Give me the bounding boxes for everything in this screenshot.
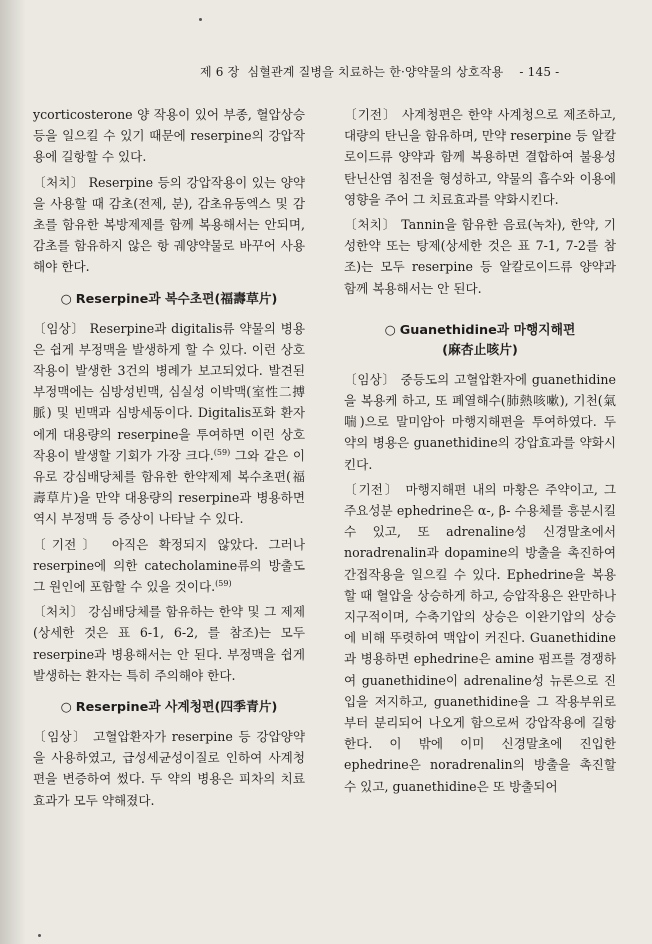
citation-ref: (59) [213,447,231,457]
circle-bullet-icon: ○ [60,700,72,716]
paragraph: 〔기전〕 마행지해편 내의 마황은 주약이고, 그 주요성분 ephedrine은 α-, β- 수용체를 흥분시킬 수 있고, 또 adrenaline성 신경말초에서 noradrenalin과 dopamine의 방출을 촉진하여 간접작용을 일으킬 수 있다. Ephedrine을 복용할 때 혈압을 상승하게 하고, 승압작용은 완만하나 지구적이며, 수축기압의 상승은 이완기압의 상승에 비해 뚜렷하여 맥압이 커진다. Guanethidine과 병용하면 ephedrine은 amine 펌프를 경쟁하여 guanethidine이 adrenaline성 뉴론으로 진입을 저지하고, guanethidine을 그 작용부위로부터 분리되어 나오게 함으로써 강압작용에 길항한다. 이 밖에 이미 신경말초에 진입한 ephedrine은 noradrenalin의 방출을 촉진할 수 있고, guanethidine은 또 방출되어 [344,481,616,794]
heading-text: Guanethidine과 마행지해편 [399,322,576,338]
paragraph: 〔임상〕 중등도의 고혈압환자에 guanethidine을 복용케 하고, 또 폐열해수(肺熱咳嗽), 기천(氣喘)으로 말미암아 마행지해편을 투여하였다. 두 약의 병용은 guanethidine의 강압효과를 약화시킨다. [344,371,616,472]
left-column [33,104,305,811]
circle-bullet-icon: ○ [60,291,72,307]
circle-bullet-icon: ○ [384,322,396,338]
section-heading [33,698,305,718]
section-heading [344,321,616,361]
paragraph-text: 그와 같은 이유로 강심배당체를 함유한 한약제제 복수초편(福壽草片)을 만약 대용량의 reserpine과 병용하면 역시 부정맥 등 증상이 나타날 수 있다. [33,447,305,527]
paragraph: 〔임상〕 고혈압환자가 reserpine 등 강압양약을 사용하였고, 급성세균성이질로 인하여 사계청편을 변증하여 썼다. 두 약의 병용은 피차의 치료효과가 모두 약해졌다. [33,729,305,808]
paragraph-text: 〔기전〕 아직은 확정되지 않았다. 그러나 reserpine에 의한 catecholamine류의 방출도 그 원인에 포함할 수 있을 것이다. [33,536,305,595]
right-column [344,104,616,797]
paragraph: 〔처치〕 Tannin을 함유한 음료(녹차), 한약, 기성한약 또는 탕제(상세한 것은 표 7-1, 7-2를 참조)는 모두 reserpine 등 알칼로이드류 양약과 함께 복용해서는 안 된다. [344,217,616,296]
paragraph: 〔처치〕 강심배당체를 함유하는 한약 및 그 제제(상세한 것은 표 6-1, 6-2, 를 참조)는 모두 reserpine과 병용해서는 안 된다. 부정맥을 쉽게 발생하는 환자는 특히 주의해야 한다. [33,604,305,683]
heading-subtitle: (麻杏止咳片) [442,342,518,358]
paragraph: 〔처치〕 Reserpine 등의 강압작용이 있는 양약을 사용할 때 감초(전제, 분), 감초유동엑스 및 감초를 함유한 복방제제를 함께 복용해서는 안되며, 감초를 함유하지 않은 항 궤양약물로 바꾸어 사용해야 한다. [33,174,305,275]
chapter-label: 제 6 장 [200,65,240,79]
running-header [200,63,620,80]
paragraph [33,534,305,598]
paragraph: 〔기전〕 사계청편은 한약 사계청으로 제조하고, 대량의 탄닌을 함유하며, 만약 reserpine 등 알칼로이드류 양약과 함께 복용하면 결합하여 불용성탄닌산염 침전을 형성하고, 약물의 흡수와 이용에 영향을 주어 그 치료효과를 약화시킨다. [344,107,616,207]
paragraph [33,318,305,530]
binding-shadow [0,0,26,944]
heading-text: Reserpine과 사계청편(四季青片) [75,700,278,716]
heading-text: Reserpine과 복수초편(福壽草片) [75,291,278,307]
print-speck [38,934,41,937]
print-speck [199,18,202,21]
section-heading [33,290,305,310]
paragraph: ycorticosterone 양 작용이 있어 부종, 혈압상승 등을 일으킬 수 있기 때문에 reserpine의 강압작용에 길항할 수 있다. [33,107,305,165]
page-number: - 145 - [519,65,560,79]
citation-ref: (59) [215,578,232,588]
chapter-title: 심혈관계 질병을 치료하는 한·양약물의 상호작용 [247,65,504,79]
paragraph-text: 〔임상〕 Reserpine과 digitalis류 약물의 병용은 쉽게 부정맥을 발생하게 할 수 있다. 이런 상호작용이 발생한 3건의 병례가 보고되었다. 발견된 부정맥에는 심방성빈맥, 심실성 이박맥(室性二搏脈) 및 빈맥과 심방세동이다. Digitalis포화 환자에게 대용량의 reserpine을 투여하면 이런 상호작용이 발생할 기회가 가장 크다. [33,320,305,463]
